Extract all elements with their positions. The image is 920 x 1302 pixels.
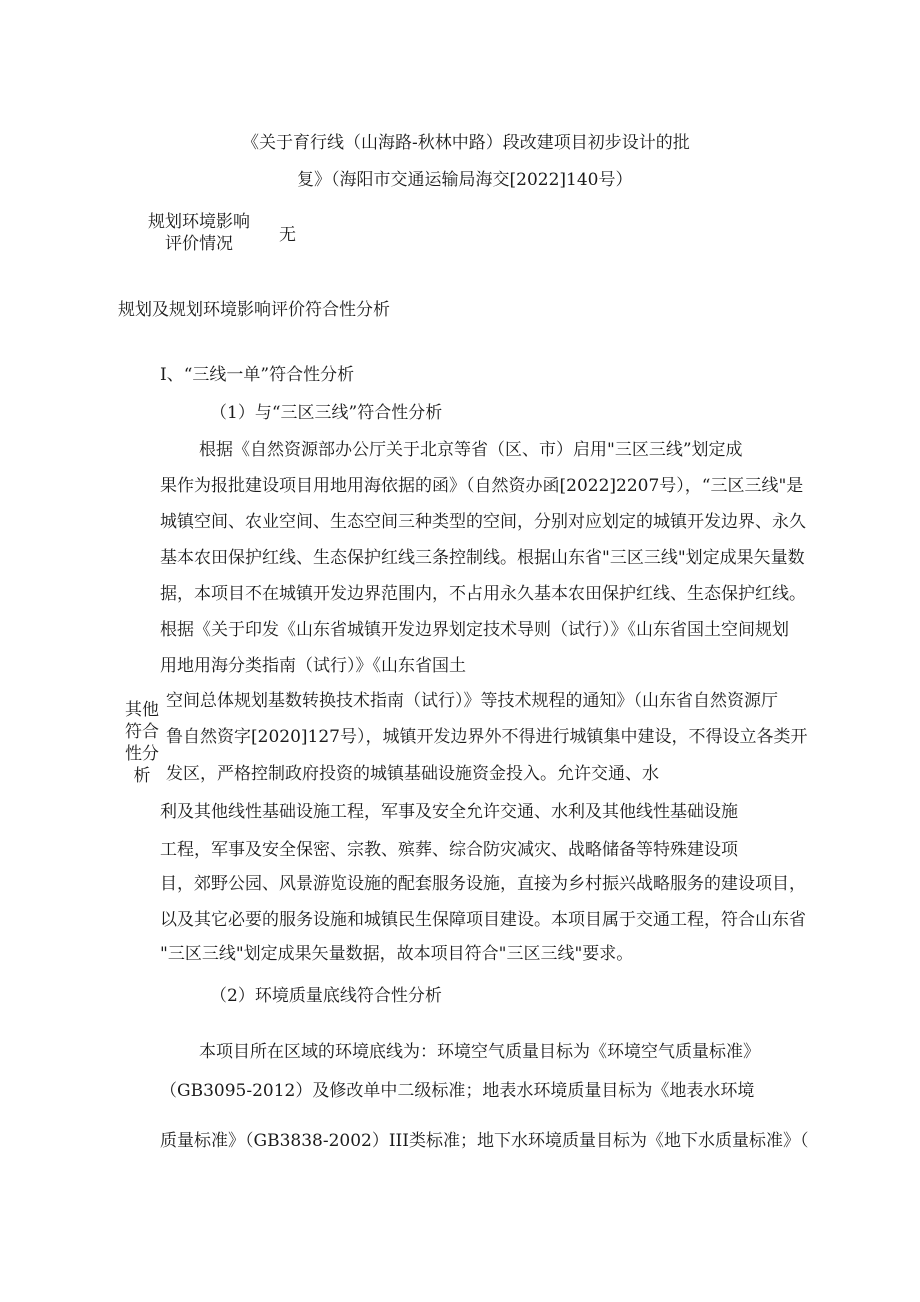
paragraph-line: （GB3095-2012）及修改单中二级标准；地表水环境质量目标为《地表水环境 (160, 1081, 755, 1101)
other-label-line-3: 性分 (125, 744, 159, 764)
paragraph-line: 发区，严格控制政府投资的城镇基础设施资金投入。允许交通、水 (166, 764, 659, 784)
other-label-line-2: 符合 (125, 722, 159, 742)
heading-environment-quality-baseline: （2）环境质量底线符合性分析 (210, 986, 442, 1006)
plan-eia-label-line-1: 规划环境影响 (148, 212, 250, 232)
paragraph-line: 果作为报批建设项目用地用海依据的函》（自然资办函[2022]2207号），“三区三线"是 (160, 476, 804, 496)
paragraph-line: 用地用海分类指南（试行）》《山东省国土 (160, 656, 466, 676)
other-label-line-4: 析 (133, 766, 151, 786)
paragraph-line: 根据《关于印发《山东省城镇开发边界划定技术导则（试行）》《山东省国土空间规划 (160, 620, 789, 640)
section-title: 规划及规划环境影响评价符合性分析 (118, 300, 390, 320)
paragraph-line: 质量标准》（GB3838-2002）III类标准；地下水环境质量目标为《地下水质量标准》（ (160, 1131, 809, 1151)
plan-eia-label-line-2: 评价情况 (165, 234, 233, 254)
other-compliance-label (120, 699, 164, 787)
paragraph-line: 基本农田保护红线、生态保护红线三条控制线。根据山东省"三区三线"划定成果矢量数 (160, 548, 805, 568)
plan-eia-label (140, 211, 258, 255)
other-label-line-1: 其他 (125, 700, 159, 720)
paragraph-line: 本项目所在区域的环境底线为：环境空气质量目标为《环境空气质量标准》 (199, 1042, 760, 1062)
paragraph-line: 鲁自然资字[2020]127号），城镇开发边界外不得进行城镇集中建设，不得设立各类开 (166, 727, 808, 747)
paragraph-line: 以及其它必要的服务设施和城镇民生保障项目建设。本项目属于交通工程，符合山东省 (160, 910, 806, 930)
paragraph-line: 根据《自然资源部办公厅关于北京等省（区、市）启用"三区三线”划定成 (199, 440, 743, 460)
paragraph-line: 据，本项目不在城镇开发边界范围内，不占用永久基本农田保护红线、生态保护红线。 (160, 584, 806, 604)
approval-doc-line-2: 复》（海阳市交通运输局海交[2022]140号） (297, 170, 633, 190)
paragraph-line: 工程，军事及安全保密、宗教、殡葬、综合防灾减灾、战略储备等特殊建设项 (160, 840, 738, 860)
paragraph-line: 目，郊野公园、风景游览设施的配套服务设施，直接为乡村振兴战略服务的建设项目， (160, 874, 806, 894)
plan-eia-value: 无 (279, 225, 296, 245)
heading-three-lines-one-list: I、“三线一单”符合性分析 (160, 365, 355, 385)
heading-three-zones-three-lines: （1）与“三区三线”符合性分析 (210, 403, 443, 423)
paragraph-line: 利及其他线性基础设施工程，军事及安全允许交通、水利及其他线性基础设施 (160, 802, 738, 822)
approval-doc-line-1: 《关于育行线（山海路-秋林中路）段改建项目初步设计的批 (242, 133, 690, 153)
paragraph-line: 城镇空间、农业空间、生态空间三种类型的空间，分别对应划定的城镇开发边界、永久 (160, 512, 806, 532)
paragraph-line: 空间总体规划基数转换技术指南（试行）》等技术规程的通知》（山东省自然资源厅 (166, 691, 778, 711)
paragraph-line: "三区三线"划定成果矢量数据，故本项目符合"三区三线"要求。 (160, 944, 634, 964)
